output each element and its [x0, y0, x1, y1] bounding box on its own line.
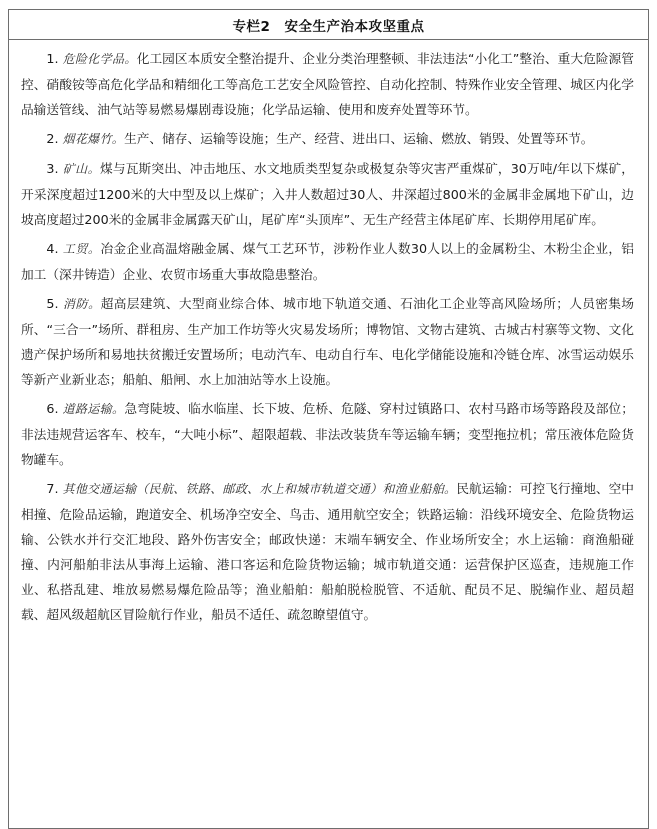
item-body: 冶金企业高温熔融金属、煤气工艺环节，涉粉作业人数30人以上的金属粉尘、木粉尘企业，铝加工（深井铸造）企业、农贸市场重大事故隐患整治。: [21, 241, 634, 282]
item-fireworks: [21, 126, 634, 152]
item-heading: 矿山。: [62, 162, 101, 176]
item-hazardous-chemicals: [21, 46, 634, 122]
item-number: 3.: [46, 161, 59, 176]
item-number: 2.: [46, 131, 59, 146]
item-heading: 道路运输。: [62, 402, 125, 416]
item-number: 6.: [46, 401, 59, 416]
item-number: 1.: [46, 51, 59, 66]
item-fire-protection: [21, 291, 634, 392]
item-number: 4.: [46, 241, 59, 256]
item-other-transport: [21, 476, 634, 627]
item-heading: 工贸。: [62, 242, 101, 256]
item-body: 煤与瓦斯突出、冲击地压、水文地质类型复杂或极复杂等灾害严重煤矿，30万吨/年以下煤矿，开采深度超过1200米的大中型及以上煤矿；入井人数超过30人、井深超过800米的金属非金属地下矿山，边坡高度超过200米的金属非金属露天矿山，尾矿库“头顶库”、无生产经营主体尾矿库、长期停用尾矿库。: [21, 161, 634, 227]
item-mines: [21, 156, 634, 232]
box-title: 安全生产治本攻坚重点: [284, 18, 425, 35]
item-industry-trade: [21, 236, 634, 287]
special-column-box: [8, 9, 649, 829]
box-title-row: [9, 10, 648, 40]
item-body: 民航运输：可控飞行撞地、空中相撞、危险品运输，跑道安全、机场净空安全、鸟击、通用航空安全；铁路运输：沿线环境安全、危险货物运输、公铁水并行交汇地段、路外伤害安全；邮政快递：末端车辆安全、作业场所安全；水上运输：商渔船碰撞、内河船舶非法从事海上运输、港口客运和危险货物运输；城市轨道交通：运营保护区巡查，违规施工作业、私搭乱建、堆放易燃易爆危险品等；渔业船舶：船舶脱检脱管、不适航、配员不足、脱编作业、超员超载、超风级超航区冒险航行作业，船员不适任、疏忽瞭望值守。: [21, 481, 634, 622]
item-body: 生产、储存、运输等设施；生产、经营、进出口、运输、燃放、销毁、处置等环节。: [124, 131, 594, 146]
box-label: 专栏2: [232, 18, 271, 35]
item-number: 7.: [46, 481, 59, 496]
item-road-transport: [21, 396, 634, 472]
item-body: 急弯陡坡、临水临崖、长下坡、危桥、危隧、穿村过镇路口、农村马路市场等路段及部位；非法违规营运客车、校车，“大吨小标”、超限超载、非法改装货车等运输车辆；变型拖拉机；常压液体危险货物罐车。: [21, 401, 634, 467]
item-heading: 烟花爆竹。: [62, 132, 125, 146]
item-number: 5.: [46, 296, 59, 311]
item-heading: 消防。: [62, 297, 101, 311]
item-body: 化工园区本质安全整治提升、企业分类治理整顿、非法违法“小化工”整治、重大危险源管控、硝酸铵等高危化学品和精细化工等高危工艺安全风险管控、自动化控制、特殊作业安全管理、城区内化学品输送管线、油气站等易燃易爆剧毒设施；化学品运输、使用和废弃处置等环节。: [21, 51, 634, 117]
box-content: [9, 40, 648, 627]
item-body: 超高层建筑、大型商业综合体、城市地下轨道交通、石油化工企业等高风险场所；人员密集场所、“三合一”场所、群租房、生产加工作坊等火灾易发场所；博物馆、文物古建筑、古城古村寨等文物、文化遗产保护场所和易地扶贫搬迁安置场所；电动汽车、电动自行车、电化学储能设施和冷链仓库、冰雪运动娱乐等新产业新业态；船舶、船闸、水上加油站等水上设施。: [21, 296, 634, 387]
item-heading: 其他交通运输（民航、铁路、邮政、水上和城市轨道交通）和渔业船舶。: [62, 482, 457, 496]
item-heading: 危险化学品。: [62, 52, 137, 66]
